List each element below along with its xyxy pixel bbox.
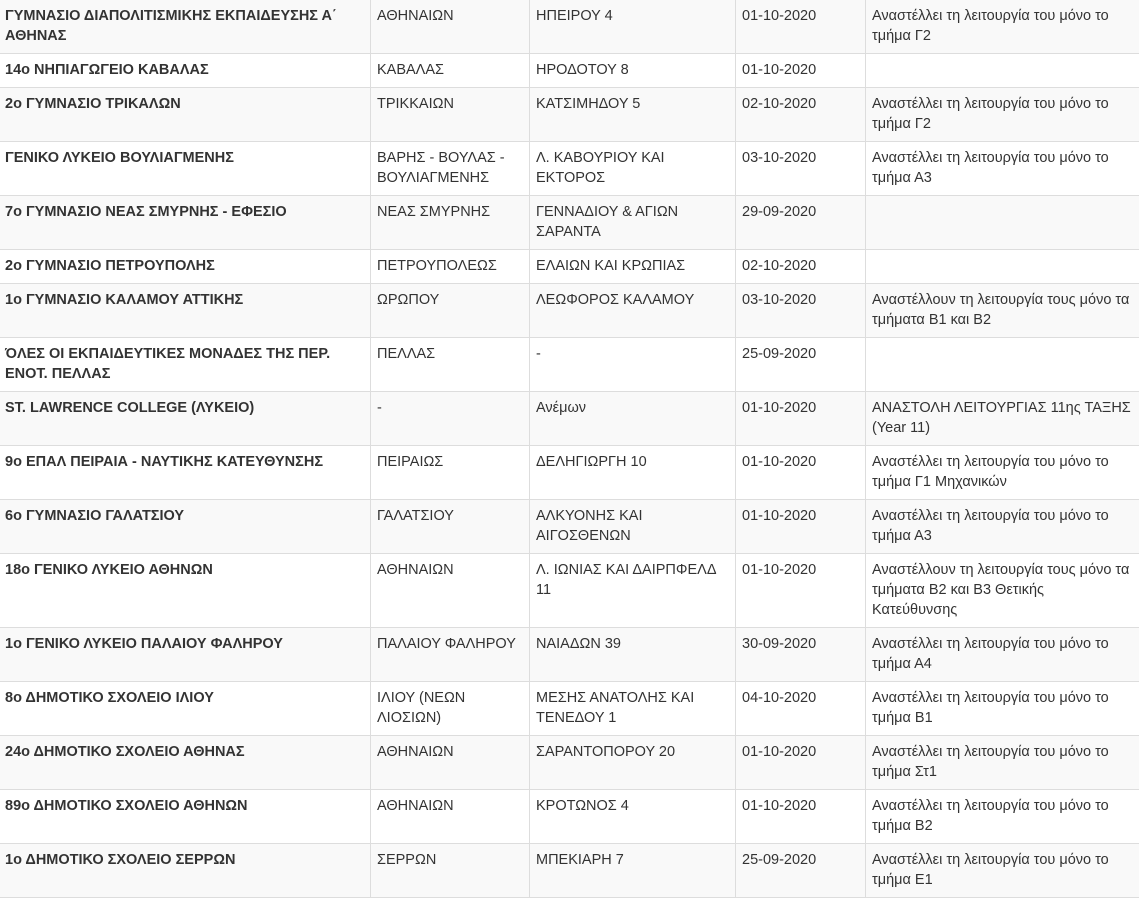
- table-row: [0, 682, 1139, 736]
- address-cell: Ανέμων: [530, 392, 736, 446]
- address-cell: ΗΡΟΔΟΤΟΥ 8: [530, 54, 736, 88]
- date-cell: 03-10-2020: [736, 142, 866, 196]
- date-cell: 04-10-2020: [736, 682, 866, 736]
- address-cell: ΕΛΑΙΩΝ ΚΑΙ ΚΡΩΠΙΑΣ: [530, 250, 736, 284]
- school-name-cell: 1ο ΓΕΝΙΚΟ ΛΥΚΕΙΟ ΠΑΛΑΙΟΥ ΦΑΛΗΡΟΥ: [0, 628, 371, 682]
- table-row: [0, 628, 1139, 682]
- date-cell: 01-10-2020: [736, 790, 866, 844]
- school-name-cell: 1ο ΔΗΜΟΤΙΚΟ ΣΧΟΛΕΙΟ ΣΕΡΡΩΝ: [0, 844, 371, 898]
- note-cell: Αναστέλλει τη λειτουργία του μόνο το τμήμα Ε1: [866, 844, 1139, 898]
- note-cell: Αναστέλλει τη λειτουργία του μόνο το τμήμα Β1: [866, 682, 1139, 736]
- table-row: [0, 392, 1139, 446]
- table-row: [0, 844, 1139, 898]
- note-cell: [866, 338, 1139, 392]
- table-row: [0, 0, 1139, 54]
- address-cell: ΓΕΝΝΑΔΙΟΥ & ΑΓΙΩΝ ΣΑΡΑΝΤΑ: [530, 196, 736, 250]
- table-row: [0, 88, 1139, 142]
- note-cell: Αναστέλλει τη λειτουργία του μόνο το τμήμα Β2: [866, 790, 1139, 844]
- table-row: [0, 790, 1139, 844]
- date-cell: 30-09-2020: [736, 628, 866, 682]
- address-cell: ΝΑΙΑΔΩΝ 39: [530, 628, 736, 682]
- table-row: [0, 736, 1139, 790]
- date-cell: 29-09-2020: [736, 196, 866, 250]
- note-cell: Αναστέλλει τη λειτουργία του μόνο το τμήμα Α4: [866, 628, 1139, 682]
- note-cell: Αναστέλλει τη λειτουργία του μόνο το τμήμα Γ1 Μηχανικών: [866, 446, 1139, 500]
- municipality-cell: ΩΡΩΠΟΥ: [371, 284, 530, 338]
- municipality-cell: ΓΑΛΑΤΣΙΟΥ: [371, 500, 530, 554]
- school-name-cell: ST. LAWRENCE COLLEGE (ΛΥΚΕΙΟ): [0, 392, 371, 446]
- address-cell: ΜΕΣΗΣ ΑΝΑΤΟΛΗΣ ΚΑΙ ΤΕΝΕΔΟΥ 1: [530, 682, 736, 736]
- school-name-cell: ΓΥΜΝΑΣΙΟ ΔΙΑΠΟΛΙΤΙΣΜΙΚΗΣ ΕΚΠΑΙΔΕΥΣΗΣ Α΄ ΑΘΗΝΑΣ: [0, 0, 371, 54]
- date-cell: 01-10-2020: [736, 500, 866, 554]
- date-cell: 03-10-2020: [736, 284, 866, 338]
- municipality-cell: ΠΕΛΛΑΣ: [371, 338, 530, 392]
- date-cell: 01-10-2020: [736, 554, 866, 628]
- municipality-cell: ΣΕΡΡΩΝ: [371, 844, 530, 898]
- date-cell: 01-10-2020: [736, 0, 866, 54]
- municipality-cell: ΑΘΗΝΑΙΩΝ: [371, 0, 530, 54]
- note-cell: [866, 196, 1139, 250]
- address-cell: Λ. ΙΩΝΙΑΣ ΚΑΙ ΔΑΙΡΠΦΕΛΔ 11: [530, 554, 736, 628]
- note-cell: Αναστέλλει τη λειτουργία του μόνο το τμήμα Στ1: [866, 736, 1139, 790]
- note-cell: [866, 250, 1139, 284]
- school-name-cell: 89ο ΔΗΜΟΤΙΚΟ ΣΧΟΛΕΙΟ ΑΘΗΝΩΝ: [0, 790, 371, 844]
- school-name-cell: 6ο ΓΥΜΝΑΣΙΟ ΓΑΛΑΤΣΙΟΥ: [0, 500, 371, 554]
- municipality-cell: ΒΑΡΗΣ - ΒΟΥΛΑΣ - ΒΟΥΛΙΑΓΜΕΝΗΣ: [371, 142, 530, 196]
- date-cell: 01-10-2020: [736, 392, 866, 446]
- address-cell: ΚΡΟΤΩΝΟΣ 4: [530, 790, 736, 844]
- address-cell: ΚΑΤΣΙΜΗΔΟΥ 5: [530, 88, 736, 142]
- address-cell: ΑΛΚΥΟΝΗΣ ΚΑΙ ΑΙΓΟΣΘΕΝΩΝ: [530, 500, 736, 554]
- address-cell: ΛΕΩΦΟΡΟΣ ΚΑΛΑΜΟΥ: [530, 284, 736, 338]
- note-cell: Αναστέλλει τη λειτουργία του μόνο το τμήμα Α3: [866, 142, 1139, 196]
- table-row: [0, 554, 1139, 628]
- note-cell: Αναστέλλει τη λειτουργία του μόνο το τμήμα Γ2: [866, 0, 1139, 54]
- note-cell: Αναστέλλει τη λειτουργία του μόνο το τμήμα Α3: [866, 500, 1139, 554]
- municipality-cell: ΙΛΙΟΥ (ΝΕΩΝ ΛΙΟΣΙΩΝ): [371, 682, 530, 736]
- school-name-cell: 24ο ΔΗΜΟΤΙΚΟ ΣΧΟΛΕΙΟ ΑΘΗΝΑΣ: [0, 736, 371, 790]
- table-row: [0, 284, 1139, 338]
- municipality-cell: ΑΘΗΝΑΙΩΝ: [371, 790, 530, 844]
- school-name-cell: 9ο ΕΠΑΛ ΠΕΙΡΑΙΑ - ΝΑΥΤΙΚΗΣ ΚΑΤΕΥΘΥΝΣΗΣ: [0, 446, 371, 500]
- table-row: [0, 250, 1139, 284]
- municipality-cell: ΝΕΑΣ ΣΜΥΡΝΗΣ: [371, 196, 530, 250]
- school-name-cell: 14ο ΝΗΠΙΑΓΩΓΕΙΟ ΚΑΒΑΛΑΣ: [0, 54, 371, 88]
- municipality-cell: ΠΕΙΡΑΙΩΣ: [371, 446, 530, 500]
- date-cell: 01-10-2020: [736, 446, 866, 500]
- note-cell: [866, 54, 1139, 88]
- note-cell: ΑΝΑΣΤΟΛΗ ΛΕΙΤΟΥΡΓΙΑΣ 11ης ΤΑΞΗΣ (Year 11): [866, 392, 1139, 446]
- address-cell: Λ. ΚΑΒΟΥΡΙΟΥ ΚΑΙ ΕΚΤΟΡΟΣ: [530, 142, 736, 196]
- school-name-cell: ΓΕΝΙΚΟ ΛΥΚΕΙΟ ΒΟΥΛΙΑΓΜΕΝΗΣ: [0, 142, 371, 196]
- municipality-cell: ΠΕΤΡΟΥΠΟΛΕΩΣ: [371, 250, 530, 284]
- note-cell: Αναστέλλουν τη λειτουργία τους μόνο τα τμήματα Β2 και Β3 Θετικής Κατεύθυνσης: [866, 554, 1139, 628]
- school-name-cell: ΌΛΕΣ ΟΙ ΕΚΠΑΙΔΕΥΤΙΚΕΣ ΜΟΝΑΔΕΣ ΤΗΣ ΠΕΡ. ΕΝΟΤ. ΠΕΛΛΑΣ: [0, 338, 371, 392]
- municipality-cell: ΚΑΒΑΛΑΣ: [371, 54, 530, 88]
- table-row: [0, 142, 1139, 196]
- date-cell: 01-10-2020: [736, 54, 866, 88]
- note-cell: Αναστέλλουν τη λειτουργία τους μόνο τα τμήματα Β1 και Β2: [866, 284, 1139, 338]
- date-cell: 02-10-2020: [736, 250, 866, 284]
- table-row: [0, 500, 1139, 554]
- municipality-cell: ΑΘΗΝΑΙΩΝ: [371, 736, 530, 790]
- table-row: [0, 338, 1139, 392]
- address-cell: ΣΑΡΑΝΤΟΠΟΡΟΥ 20: [530, 736, 736, 790]
- table-row: [0, 446, 1139, 500]
- municipality-cell: -: [371, 392, 530, 446]
- school-name-cell: 8ο ΔΗΜΟΤΙΚΟ ΣΧΟΛΕΙΟ ΙΛΙΟΥ: [0, 682, 371, 736]
- address-cell: ΗΠΕΙΡΟΥ 4: [530, 0, 736, 54]
- date-cell: 01-10-2020: [736, 736, 866, 790]
- address-cell: -: [530, 338, 736, 392]
- address-cell: ΔΕΛΗΓΙΩΡΓΗ 10: [530, 446, 736, 500]
- date-cell: 02-10-2020: [736, 88, 866, 142]
- address-cell: ΜΠΕΚΙΑΡΗ 7: [530, 844, 736, 898]
- school-name-cell: 1ο ΓΥΜΝΑΣΙΟ ΚΑΛΑΜΟΥ ΑΤΤΙΚΗΣ: [0, 284, 371, 338]
- municipality-cell: ΤΡΙΚΚΑΙΩΝ: [371, 88, 530, 142]
- date-cell: 25-09-2020: [736, 338, 866, 392]
- municipality-cell: ΑΘΗΝΑΙΩΝ: [371, 554, 530, 628]
- municipality-cell: ΠΑΛΑΙΟΥ ΦΑΛΗΡΟΥ: [371, 628, 530, 682]
- table-row: [0, 196, 1139, 250]
- note-cell: Αναστέλλει τη λειτουργία του μόνο το τμήμα Γ2: [866, 88, 1139, 142]
- school-name-cell: 18ο ΓΕΝΙΚΟ ΛΥΚΕΙΟ ΑΘΗΝΩΝ: [0, 554, 371, 628]
- table-row: [0, 54, 1139, 88]
- school-name-cell: 2ο ΓΥΜΝΑΣΙΟ ΠΕΤΡΟΥΠΟΛΗΣ: [0, 250, 371, 284]
- school-name-cell: 7ο ΓΥΜΝΑΣΙΟ ΝΕΑΣ ΣΜΥΡΝΗΣ - ΕΦΕΣΙΟ: [0, 196, 371, 250]
- school-name-cell: 2ο ΓΥΜΝΑΣΙΟ ΤΡΙΚΑΛΩΝ: [0, 88, 371, 142]
- date-cell: 25-09-2020: [736, 844, 866, 898]
